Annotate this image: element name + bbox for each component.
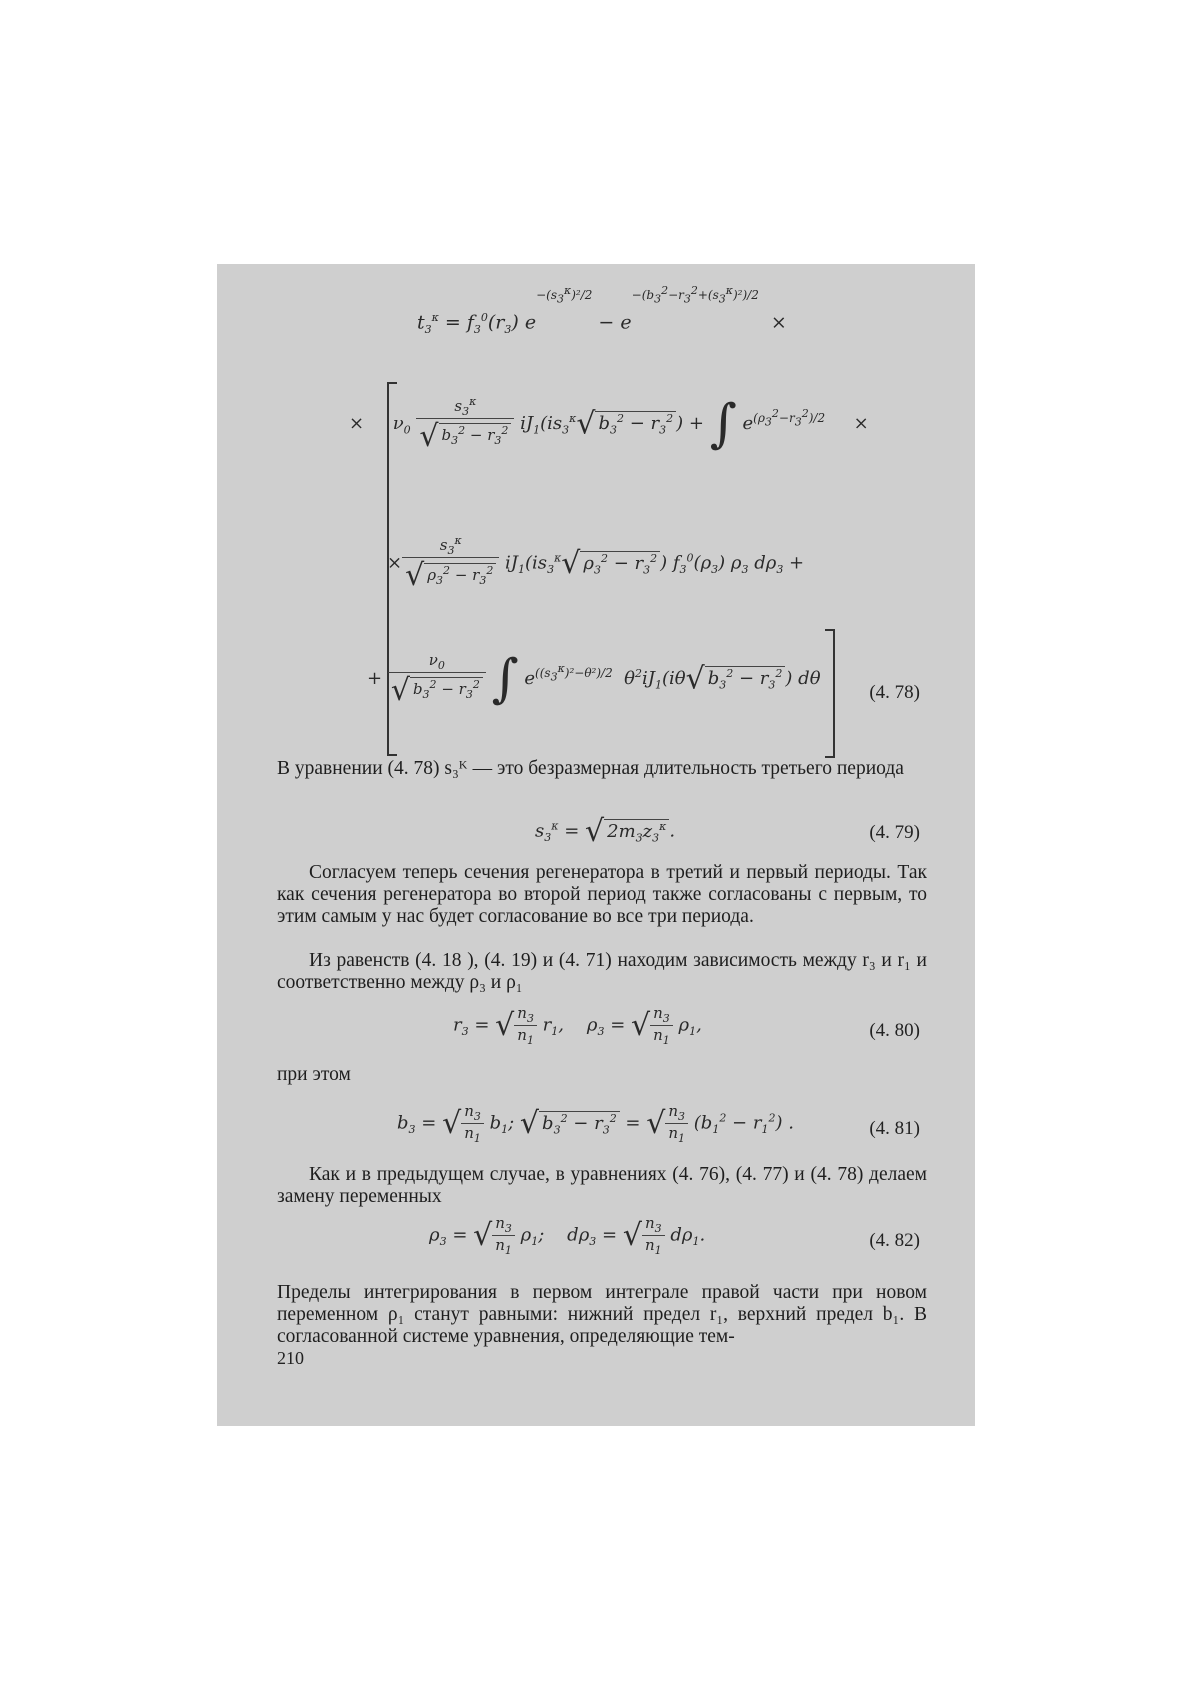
equation-4-78-line1: $t_3^\kappa = f_3^0(r_3) e^{-(s_3^\kappa)^2/2} - e^{-(b_3^2-r_3^2+(s_3^\kappa)^2)/2}$ × <box>417 284 787 337</box>
equation-4-79: $s_3^\kappa$ = √ $2m_3z_3^\kappa$ . <box>535 814 676 849</box>
equation-4-78-line3: × $\frac{s_3^\kappa}{√ \rho_3^2 - r_3^2}$ $iJ_1(is_3^\kappa√$ $\rho_3^2 - r_3^2$ ) $f_3^0(\rho_3)$ $\rho_3$ $d\rho_3$ + <box>387 534 805 593</box>
paragraph-5: Как и в предыдущем случае, в уравнениях (4. 76), (4. 77) и (4. 78) делаем замену переменных <box>277 1164 927 1207</box>
paragraph-4: при этом <box>277 1064 351 1085</box>
equation-number-4-81: (4. 81) <box>869 1118 920 1139</box>
equation-number-4-78: (4. 78) <box>869 682 920 703</box>
equation-number-4-79: (4. 79) <box>869 822 920 843</box>
equation-4-78-line2: × $\nu_0$ $\frac{s_3^\kappa}{√ b_3^2 - r_3^2}$ $iJ_1(is_3^\kappa√$ $b_3^2 - r_3^2$ ) + ∫ $e^{(\rho_3^2-r_3^2)/2}$ × <box>349 394 869 454</box>
equation-4-82: $\rho_3$ = √ $\frac{n_3}{n_1}$ $\rho_1$; $d\rho_3$ = √ $\frac{n_3}{n_1}$ $d\rho_1$. <box>429 1214 706 1257</box>
equation-4-80: $r_3$ = √ $\frac{n_3}{n_1}$ $r_1$, $\rho_3$ = √ $\frac{n_3}{n_1}$ $\rho_1$, <box>453 1004 702 1047</box>
equation-number-4-82: (4. 82) <box>869 1230 920 1251</box>
bracket-right <box>825 629 835 758</box>
scanned-page <box>217 264 975 1426</box>
equation-4-78-line4: + $\frac{\nu_0}{√ b_3^2 - r_3^2}$ ∫ $e^{((s_3^\kappa)^2-\theta^2)/2}$ $\theta^2iJ_1(i\theta√$ $b_3^2 - r_3^2$ ) dθ <box>367 649 821 709</box>
paragraph-2: Согласуем теперь сечения регенератора в третий и первый периоды. Так как сечения регенератора во второй период также согласованы с первым, то этим самым у нас будет согласование во все три периода. <box>277 862 927 927</box>
paragraph-3: Из равенств (4. 18 ), (4. 19) и (4. 71) находим зависимость между r₃ и r₁ и соответственно между ρ₃ и ρ₁ <box>277 950 927 993</box>
equation-4-81: $b_3$ = √ $\frac{n_3}{n_1}$ $b_1$; √ $b_3^2 - r_3^2$ = √ $\frac{n_3}{n_1}$ $(b_1^2 - r_1^2)$ . <box>397 1102 794 1145</box>
paragraph-6: Пределы интегрирования в первом интеграле правой части при новом переменном ρ₁ станут равными: нижний предел r₁, верхний предел b₁. В согласованной системе уравнения, определяющие тем- <box>277 1282 927 1347</box>
equation-number-4-80: (4. 80) <box>869 1020 920 1041</box>
paragraph-1: В уравнении (4. 78) s₃ᴷ — это безразмерная длительность третьего периода <box>277 758 904 779</box>
page-number: 210 <box>277 1348 304 1368</box>
